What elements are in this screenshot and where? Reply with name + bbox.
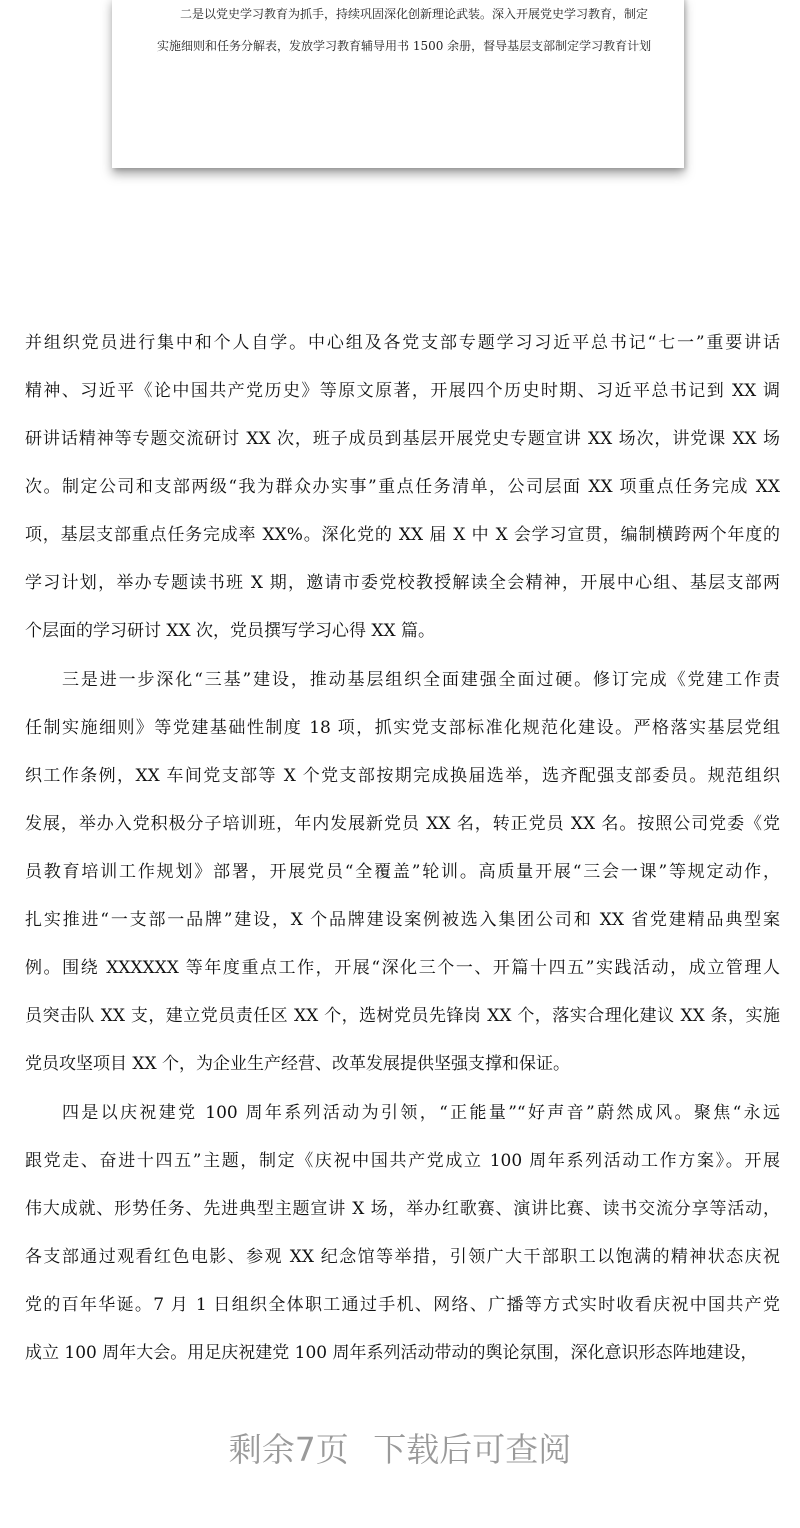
paragraph-line: 员突击队 XX 支，建立党员责任区 XX 个，选树党员先锋岗 XX 个，落实合理化建议 XX 条，实施	[25, 1006, 780, 1026]
paragraph-line: 任制实施细则》等党建基础性制度 18 项，抓实党支部标准化规范化建设。严格落实基层党组	[25, 718, 780, 738]
paragraph-line: 发展，举办入党积极分子培训班，年内发展新党员 XX 名，转正党员 XX 名。按照公司党委《党	[25, 814, 780, 834]
paragraph-line: 个层面的学习研讨 XX 次，党员撰写学习心得 XX 篇。	[25, 621, 436, 641]
download-prompt[interactable]	[0, 1430, 800, 1470]
preview-page-card	[112, 0, 684, 168]
preview-line: 实施细则和任务分解表，发放学习教育辅导用书 1500 余册，督导基层支部制定学习教育计划	[157, 39, 652, 53]
paragraph-line: 次。制定公司和支部两级“我为群众办实事”重点任务清单，公司层面 XX 项重点任务完成 XX	[25, 477, 780, 497]
preview-line: 二是以党史学习教育为抓手，持续巩固深化创新理论武装。深入开展党史学习教育，制定	[180, 7, 649, 21]
paragraph-line: 项，基层支部重点任务完成率 XX%。深化党的 XX 届 X 中 X 会学习宣贯，编制横跨两个年度的	[25, 525, 780, 545]
remaining-pages-label: 剩余7页	[228, 1430, 349, 1469]
download-to-view-label: 下载后可查阅	[373, 1430, 572, 1469]
paragraph-line: 精神、习近平《论中国共产党历史》等原文原著，开展四个历史时期、习近平总书记到 XX 调	[25, 381, 780, 401]
paragraph-line: 研讲话精神等专题交流研讨 XX 次，班子成员到基层开展党史专题宣讲 XX 场次，讲党课 XX 场	[25, 429, 780, 449]
paragraph-line: 织工作条例，XX 车间党支部等 X 个党支部按期完成换届选举，选齐配强支部委员。规范组织	[25, 766, 780, 786]
paragraph-line: 各支部通过观看红色电影、参观 XX 纪念馆等举措，引领广大干部职工以饱满的精神状态庆祝	[25, 1247, 780, 1267]
paragraph-line: 党的百年华诞。7 月 1 日组织全体职工通过手机、网络、广播等方式实时收看庆祝中国共产党	[25, 1295, 780, 1315]
paragraph-line: 三是进一步深化“三基”建设，推动基层组织全面建强全面过硬。修订完成《党建工作责	[62, 670, 780, 690]
paragraph-line: 学习计划，举办专题读书班 X 期，邀请市委党校教授解读全会精神，开展中心组、基层支部两	[25, 573, 780, 593]
paragraph-line: 党员攻坚项目 XX 个，为企业生产经营、改革发展提供坚强支撑和保证。	[25, 1054, 571, 1074]
paragraph-line: 员教育培训工作规划》部署，开展党员“全覆盖”轮训。高质量开展“三会一课”等规定动作，	[25, 862, 780, 882]
paragraph-line: 例。围绕 XXXXXX 等年度重点工作，开展“深化三个一、开篇十四五”实践活动，成立管理人	[25, 958, 780, 978]
paragraph-line: 伟大成就、形势任务、先进典型主题宣讲 X 场，举办红歌赛、演讲比赛、读书交流分享等活动，	[25, 1199, 780, 1219]
paragraph-line: 跟党走、奋进十四五”主题，制定《庆祝中国共产党成立 100 周年系列活动工作方案》。开展	[25, 1151, 780, 1171]
paragraph-line: 并组织党员进行集中和个人自学。中心组及各党支部专题学习习近平总书记“七一”重要讲话	[25, 333, 780, 353]
paragraph-line: 四是以庆祝建党 100 周年系列活动为引领，“正能量”“好声音”蔚然成风。聚焦“永远	[62, 1103, 780, 1123]
paragraph-line: 成立 100 周年大会。用足庆祝建党 100 周年系列活动带动的舆论氛围，深化意识形态阵地建设，	[25, 1343, 758, 1363]
paragraph-line: 扎实推进“一支部一品牌”建设，X 个品牌建设案例被选入集团公司和 XX 省党建精品典型案	[25, 910, 780, 930]
